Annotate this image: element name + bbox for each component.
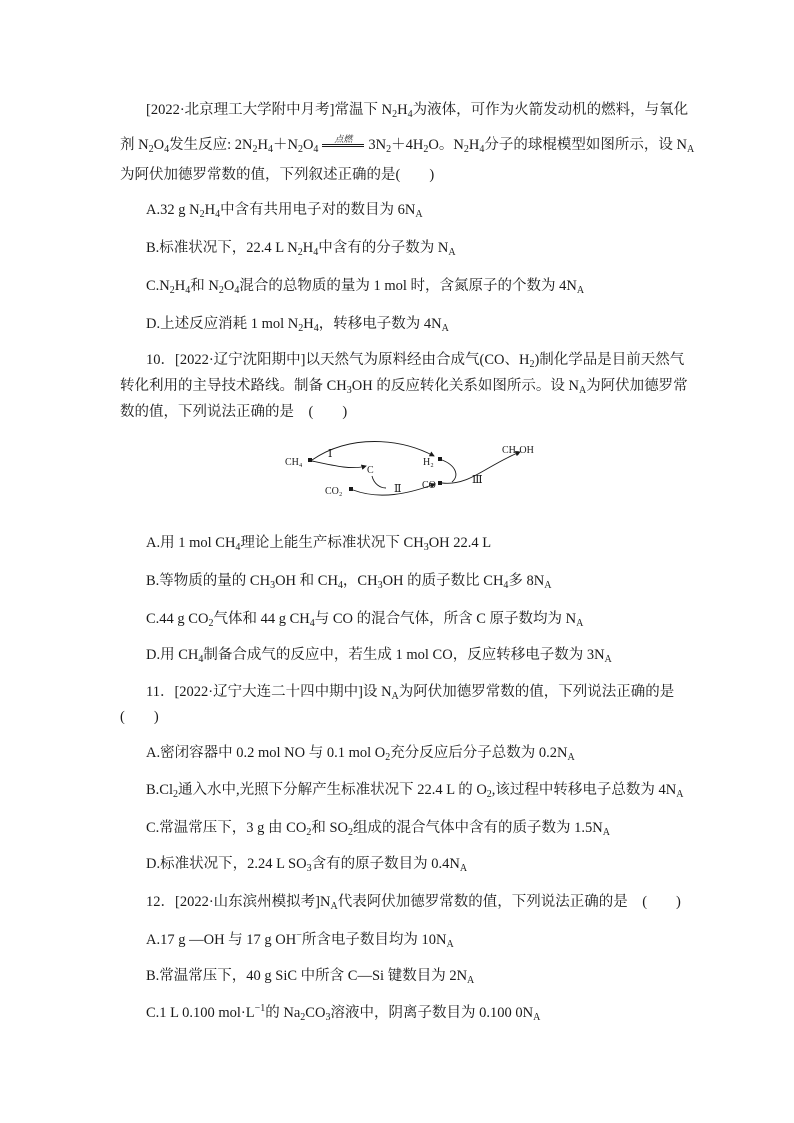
arrow-h2-merge — [442, 460, 456, 482]
reaction-arrow — [320, 135, 366, 151]
q9-option-c: $C.N_2H_4$和 $N_2O_4$混合的总物质的量为 1 mol 时，含氮原子的个数为 $4N_A$ — [146, 278, 585, 296]
arrow-ch4-to-c — [312, 461, 366, 468]
q9-option-a: A.32 g $N_2H_4$中含有共用电子对的数目为 $6N_A$ — [146, 202, 423, 220]
q11-option-d: D.标准状况下，2.24 L $SO_3$含有的原子数目为 $0.4N_A$ — [146, 856, 468, 874]
ch3oh-label: CH₃OH — [502, 445, 534, 456]
ch4-label: CH₄ — [285, 457, 303, 468]
q11-option-b: $B.Cl_2$通入水中,光照下分解产生标准状况下 22.4 L 的 $O_2$,该过程中转移电子总数为 $4N_A$ — [146, 782, 684, 800]
q10-stem-line3: 数的值，下列说法正确的是 ( ) — [120, 404, 348, 420]
step-3-label: Ⅲ — [472, 474, 483, 486]
q9-stem-line1: [2022·北京理工大学附中月考]常温下 $N_2H_4$为液体，可作为火箭发动机的燃料，与氧化 — [146, 102, 689, 120]
reaction-condition: 点燃 — [334, 134, 353, 144]
ch4-node — [308, 458, 312, 462]
q9-source: [2022·北京理工大学附中月考] — [146, 102, 335, 118]
co2-node — [349, 487, 353, 491]
q12-stem-line1: 12．[2022·山东滨州模拟考]$N_A$代表阿伏加德罗常数的值，下列说法正确的是 ( ) — [146, 894, 681, 912]
q9-stem-line2: 剂 $N_2O_4$发生反应: $2N_2H_4+N_2O_4$ 点燃 $3N_2+4H_2O$。$N_2H_4$分子的球棍模型如图所示，设 $N_A$ — [120, 135, 694, 155]
q11-option-a: A.密闭容器中 0.2 mol NO 与 0.1 mol $O_2$充分反应后分子总数为 $0.2N_A$ — [146, 745, 575, 763]
q10-stem-line2: 转化利用的主导技术路线。制备 $CH_3OH$ 的反应转化关系如图所示。设 $N_A$为阿伏加德罗常 — [120, 378, 688, 396]
q11-stem-line1: 11．[2022·辽宁大连二十四中期中]设 $N_A$为阿伏加德罗常数的值，下列说法正确的是 — [146, 684, 675, 702]
h2-node — [438, 457, 442, 461]
q10-option-d: D.用 $CH_4$制备合成气的反应中，若生成 1 mol CO，反应转移电子数为 $3N_A$ — [146, 647, 612, 665]
q12-option-a: A.17 g —OH 与 17 g OH−所含电子数目均为 $10N_A$ — [146, 930, 454, 950]
step-2-label: Ⅱ — [394, 483, 402, 495]
arrow-c-to-path — [372, 476, 386, 488]
h2-label: H₂ — [423, 457, 434, 468]
reaction-pathway-diagram — [280, 440, 580, 506]
co-node — [438, 481, 442, 485]
q11-stem-line2: ( ) — [120, 709, 159, 725]
q9-stem-line3: 为阿伏加德罗常数的值，下列叙述正确的是( ) — [120, 167, 435, 183]
q10-option-c: C.44 g $CO_2$气体和 44 g $CH_4$与 CO 的混合气体，所含 C 原子数均为 $N_A$ — [146, 611, 584, 629]
c-label: C — [367, 465, 374, 476]
step-1-label: Ⅰ — [328, 448, 333, 460]
q10-option-a: A.用 1 mol $CH_4$理论上能生产标准状况下 $CH_3OH$ 22.4 L — [146, 535, 492, 553]
q11-option-c: C.常温常压下，3 g 由 $CO_2$和 $SO_2$组成的混合气体中含有的质子数为 $1.5N_A$ — [146, 820, 610, 838]
co2-label: CO₂ — [325, 486, 343, 497]
q12-option-b: B.常温常压下，40 g SiC 中所含 C—Si 键数目为 $2N_A$ — [146, 968, 475, 986]
q9-option-b: B.标准状况下，22.4 L $N_2H_4$中含有的分子数为 $N_A$ — [146, 240, 456, 258]
q12-option-c: C.1 L 0.100 $mol\cdot L^{-1}$的 $Na_2CO_3$溶液中，阴离子数目为 0.100 $0N_A$ — [146, 1003, 541, 1023]
q10-option-b: B.等物质的量的 $CH_3OH$ 和 $CH_4$，$CH_3OH$ 的质子数比 $CH_4$多 $8N_A$ — [146, 573, 552, 591]
q10-stem-line1: 10．[2022·辽宁沈阳期中]以天然气为原料经由合成气(CO、$H_2$)制化学品是目前天然气 — [146, 352, 685, 370]
q9-option-d: D.上述反应消耗 1 mol $N_2H_4$，转移电子数为 $4N_A$ — [146, 316, 449, 334]
co-label: CO — [422, 480, 436, 491]
